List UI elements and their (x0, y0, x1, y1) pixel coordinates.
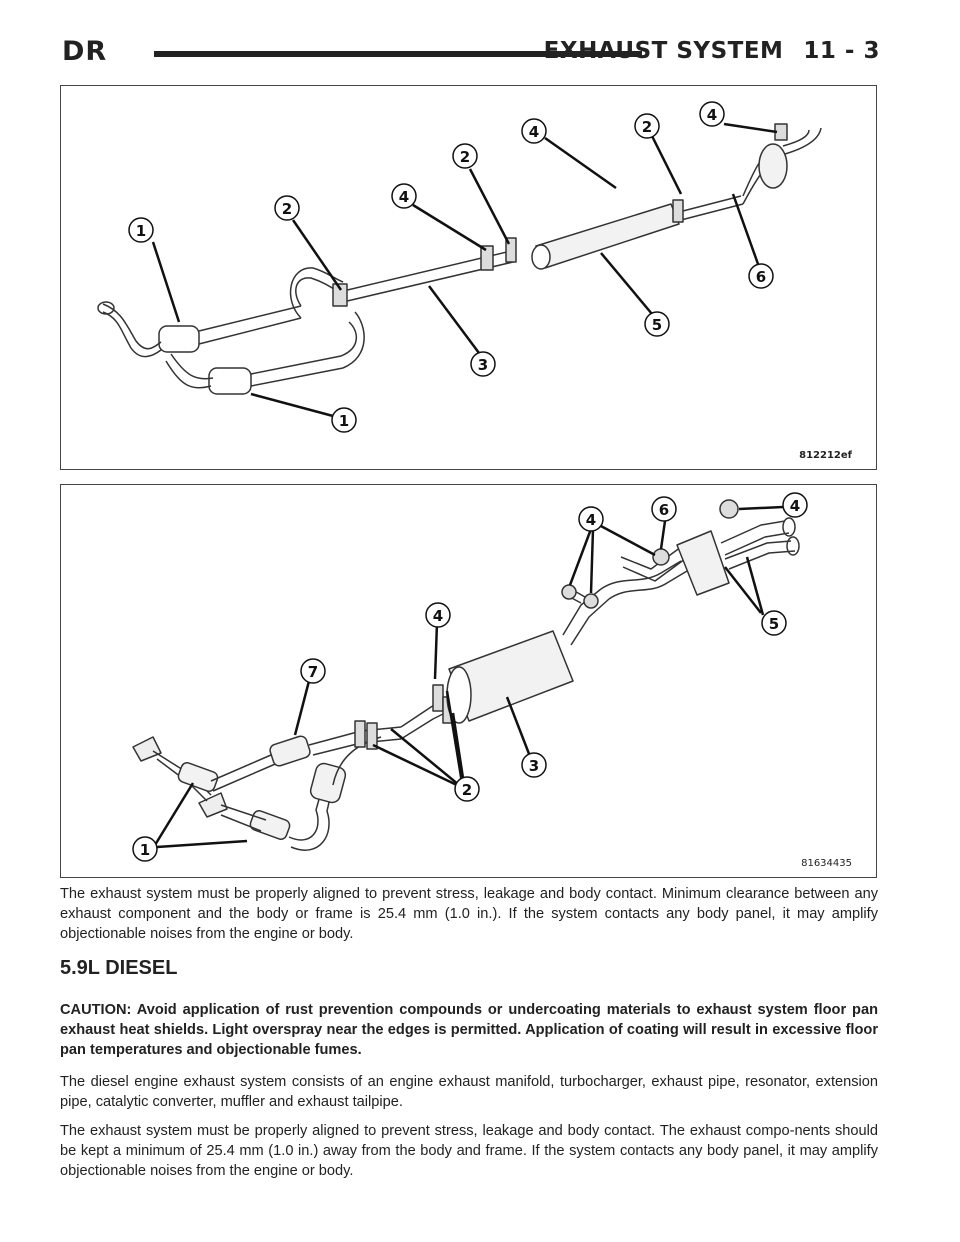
page-header (62, 36, 880, 76)
callout (392, 184, 416, 208)
exhaust-illustration-2 (61, 485, 876, 877)
callout (275, 196, 299, 220)
svg-text:4: 4 (398, 188, 410, 206)
svg-text:5: 5 (651, 316, 663, 334)
callout (762, 611, 786, 635)
svg-text:4: 4 (706, 106, 718, 124)
header-right (544, 38, 880, 64)
figure-id: 81634435 (801, 858, 852, 869)
exhaust-diagram-gas (60, 85, 877, 470)
callout (645, 312, 669, 336)
cat-converter-upper (159, 326, 199, 352)
svg-text:4: 4 (432, 607, 444, 625)
svg-text:4: 4 (528, 123, 540, 141)
callout (579, 507, 603, 531)
svg-text:6: 6 (658, 501, 670, 519)
svg-text:1: 1 (139, 841, 151, 859)
svg-text:7: 7 (307, 663, 319, 681)
callout (700, 102, 724, 126)
section-heading: 5.9L DIESEL (60, 957, 178, 979)
callout (635, 114, 659, 138)
svg-text:6: 6 (755, 268, 767, 286)
svg-text:2: 2 (461, 781, 473, 799)
callouts (129, 102, 773, 432)
components-paragraph: The diesel engine exhaust system consists of an engine exhaust manifold, turbocharger, exhaust pipe, resonator, extension pipe, catalytic converter, muffler and exhaust tailpipe. (60, 1074, 878, 1110)
callout (652, 497, 676, 521)
svg-text:4: 4 (585, 511, 597, 529)
figure-id: 812212ef (799, 450, 852, 461)
callout (332, 408, 356, 432)
svg-text:1: 1 (135, 222, 147, 240)
alignment-paragraph: The exhaust system must be properly aligned to prevent stress, leakage and body contact. The exhaust compo-nents should be kept a minimum of 25.4 mm (1.0 in.) away from the body and frame. If the system contacts any body panel, it may amplify objectionable noises from the engine or body. (60, 1123, 878, 1179)
section-title: EXHAUST SYSTEM (543, 38, 784, 64)
callout (426, 603, 450, 627)
exhaust-diagram-diesel (60, 484, 877, 878)
section-code: DR (62, 36, 108, 67)
callout (129, 218, 153, 242)
svg-text:4: 4 (789, 497, 801, 515)
callout (133, 837, 157, 861)
callout (471, 352, 495, 376)
callout (522, 119, 546, 143)
svg-text:3: 3 (528, 757, 540, 775)
svg-text:3: 3 (477, 356, 489, 374)
page-number: 11 - 3 (803, 38, 880, 64)
svg-text:1: 1 (338, 412, 350, 430)
caution-paragraph: CAUTION: Avoid application of rust prevention compounds or undercoating materials to exhaust system floor pan exhaust heat shields. Light overspray near the edges is permitted. Application of coating will result in excessive floor pan temperatures and objectionable fumes. (60, 1002, 878, 1058)
svg-text:5: 5 (768, 615, 780, 633)
callout (453, 144, 477, 168)
callout (455, 777, 479, 801)
clearance-paragraph: The exhaust system must be properly aligned to prevent stress, leakage and body contact. Minimum clearance between any exhaust component and the body or frame is 25.4 mm (1.0 in.). If the system contacts any body panel, it may amplify objectionable noises from the engine or body. (60, 886, 878, 942)
callout (749, 264, 773, 288)
callout (783, 493, 807, 517)
exhaust-illustration-1 (61, 86, 876, 469)
svg-text:2: 2 (281, 200, 293, 218)
svg-text:2: 2 (459, 148, 471, 166)
cat-converter-lower (209, 368, 251, 394)
callout (301, 659, 325, 683)
svg-text:2: 2 (641, 118, 653, 136)
callout (522, 753, 546, 777)
